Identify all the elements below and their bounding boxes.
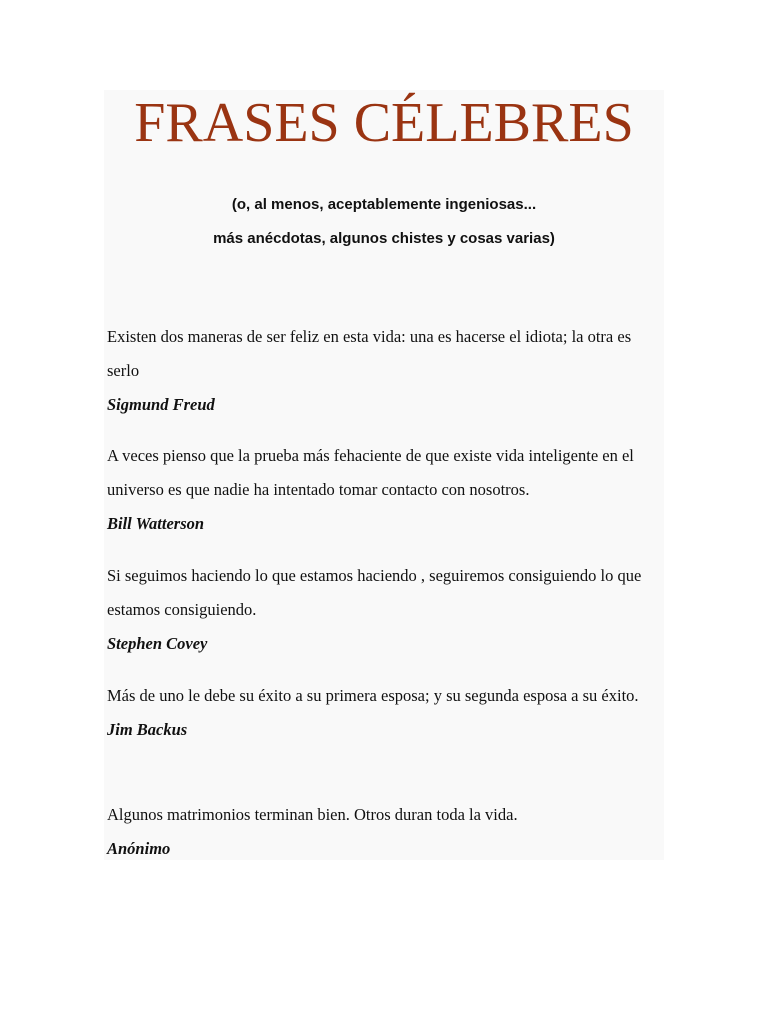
quote-text: Algunos matrimonios terminan bien. Otros duran toda la vida. xyxy=(107,805,518,824)
quote-block xyxy=(107,559,662,661)
quote-block xyxy=(107,320,662,422)
subtitle-line-2: más anécdotas, algunos chistes y cosas varias) xyxy=(213,230,555,247)
quote-block xyxy=(107,439,662,541)
quote-author: Stephen Covey xyxy=(107,634,208,653)
document-content-panel xyxy=(104,90,664,860)
quote-block xyxy=(107,679,662,747)
quote-author: Anónimo xyxy=(107,839,171,858)
document-title: FRASES CÉLEBRES xyxy=(134,92,634,154)
quote-author: Sigmund Freud xyxy=(107,395,215,414)
quote-author: Jim Backus xyxy=(107,720,188,739)
quote-text: Más de uno le debe su éxito a su primera esposa; y su segunda esposa a su éxito. xyxy=(107,686,639,705)
quote-block xyxy=(107,798,662,866)
quote-text: Si seguimos haciendo lo que estamos haciendo , seguiremos consiguiendo lo que estamos consiguiendo. xyxy=(107,566,642,619)
subtitle-line-1: (o, al menos, aceptablemente ingeniosas... xyxy=(231,196,537,213)
quote-text: A veces pienso que la prueba más fehaciente de que existe vida inteligente en el universo es que nadie ha intentado tomar contacto con nosotros. xyxy=(107,446,634,499)
document-subtitle xyxy=(104,188,664,256)
quote-text: Existen dos maneras de ser feliz en esta vida: una es hacerse el idiota; la otra es serlo xyxy=(107,327,632,380)
quote-author: Bill Watterson xyxy=(107,514,205,533)
